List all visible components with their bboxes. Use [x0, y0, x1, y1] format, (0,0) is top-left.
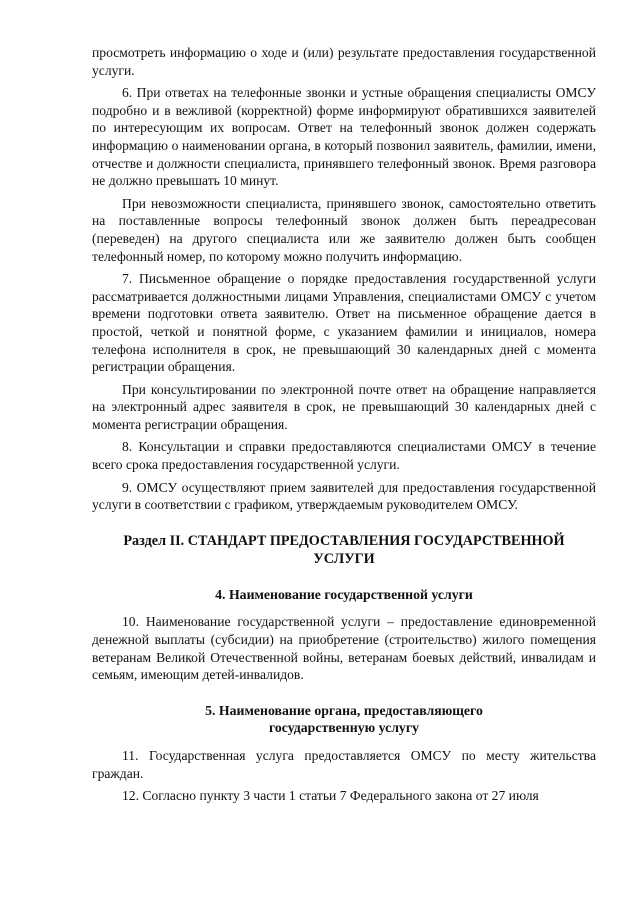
paragraph-9: 9. ОМСУ осуществляют прием заявителей для предоставления государственной услуги в соответствии с графиком, утверждаемым руководителем ОМСУ. [92, 479, 596, 513]
section-title: Раздел II. СТАНДАРТ ПРЕДОСТАВЛЕНИЯ ГОСУДАРСТВЕННОЙ УСЛУГИ [123, 532, 565, 567]
subsection-5-title [92, 702, 596, 737]
paragraph-7: 7. Письменное обращение о порядке предоставления государственной услуги рассматривается должностными лицами Управления, специалистами ОМСУ с учетом времени подготовки ответа заявителю. Ответ на письменное обращение дается в простой, четкой и понятной форме, с указанием фамилии и инициалов, номера телефона исполнителя в срок, не превышающий 30 календарных дней с момента регистрации обращения. [92, 271, 596, 375]
document-body [92, 44, 596, 805]
paragraph-12: 12. Согласно пункту 3 части 1 статьи 7 Федерального закона от 27 июля [122, 788, 539, 804]
paragraph-7-continued: При консультировании по электронной почте ответ на обращение направляется на электронный адрес заявителя в срок, не превышающий 30 календарных дней с момента регистрации обращения. [92, 381, 596, 432]
paragraph-10: 10. Наименование государственной услуги – предоставление единовременной денежной выплаты (субсидии) на приобретение (строительство) жилого помещения ветеранам Великой Отечественной войны, ветеранам боевых действий, инвалидам и семьям, имеющим детей-инвалидов. [92, 614, 596, 683]
paragraph-continuation: просмотреть информацию о ходе и (или) результате предоставления государственной услуги. [92, 45, 596, 78]
subsection-5-title-line-2: государственную услугу [268, 720, 419, 736]
paragraph-6-continued: При невозможности специалиста, принявшего звонок, самостоятельно ответить на поставленные вопросы телефонный звонок должен быть переадресован (переведен) на другого специалиста или же заявителю должен быть сообщен телефонный номер, по которому можно получить информацию. [92, 195, 596, 264]
subsection-4-title: 4. Наименование государственной услуги [215, 586, 473, 602]
paragraph-8: 8. Консультации и справки предоставляются специалистами ОМСУ в течение всего срока предоставления государственной услуги. [92, 439, 596, 473]
subsection-5-title-line-1: 5. Наименование органа, предоставляющего [205, 702, 483, 718]
paragraph-11: 11. Государственная услуга предоставляется ОМСУ по месту жительства граждан. [92, 748, 596, 781]
paragraph-6: 6. При ответах на телефонные звонки и устные обращения специалисты ОМСУ подробно и в вежливой (корректной) форме информируют обратившихся заявителей по интересующим их вопросам. Ответ на телефонный звонок должен содержать информацию о наименовании органа, в который позвонил заявитель, фамилии, имени, отчестве и должности специалиста, принявшего телефонный звонок. Время разговора не должно превышать 10 минут. [92, 85, 596, 189]
